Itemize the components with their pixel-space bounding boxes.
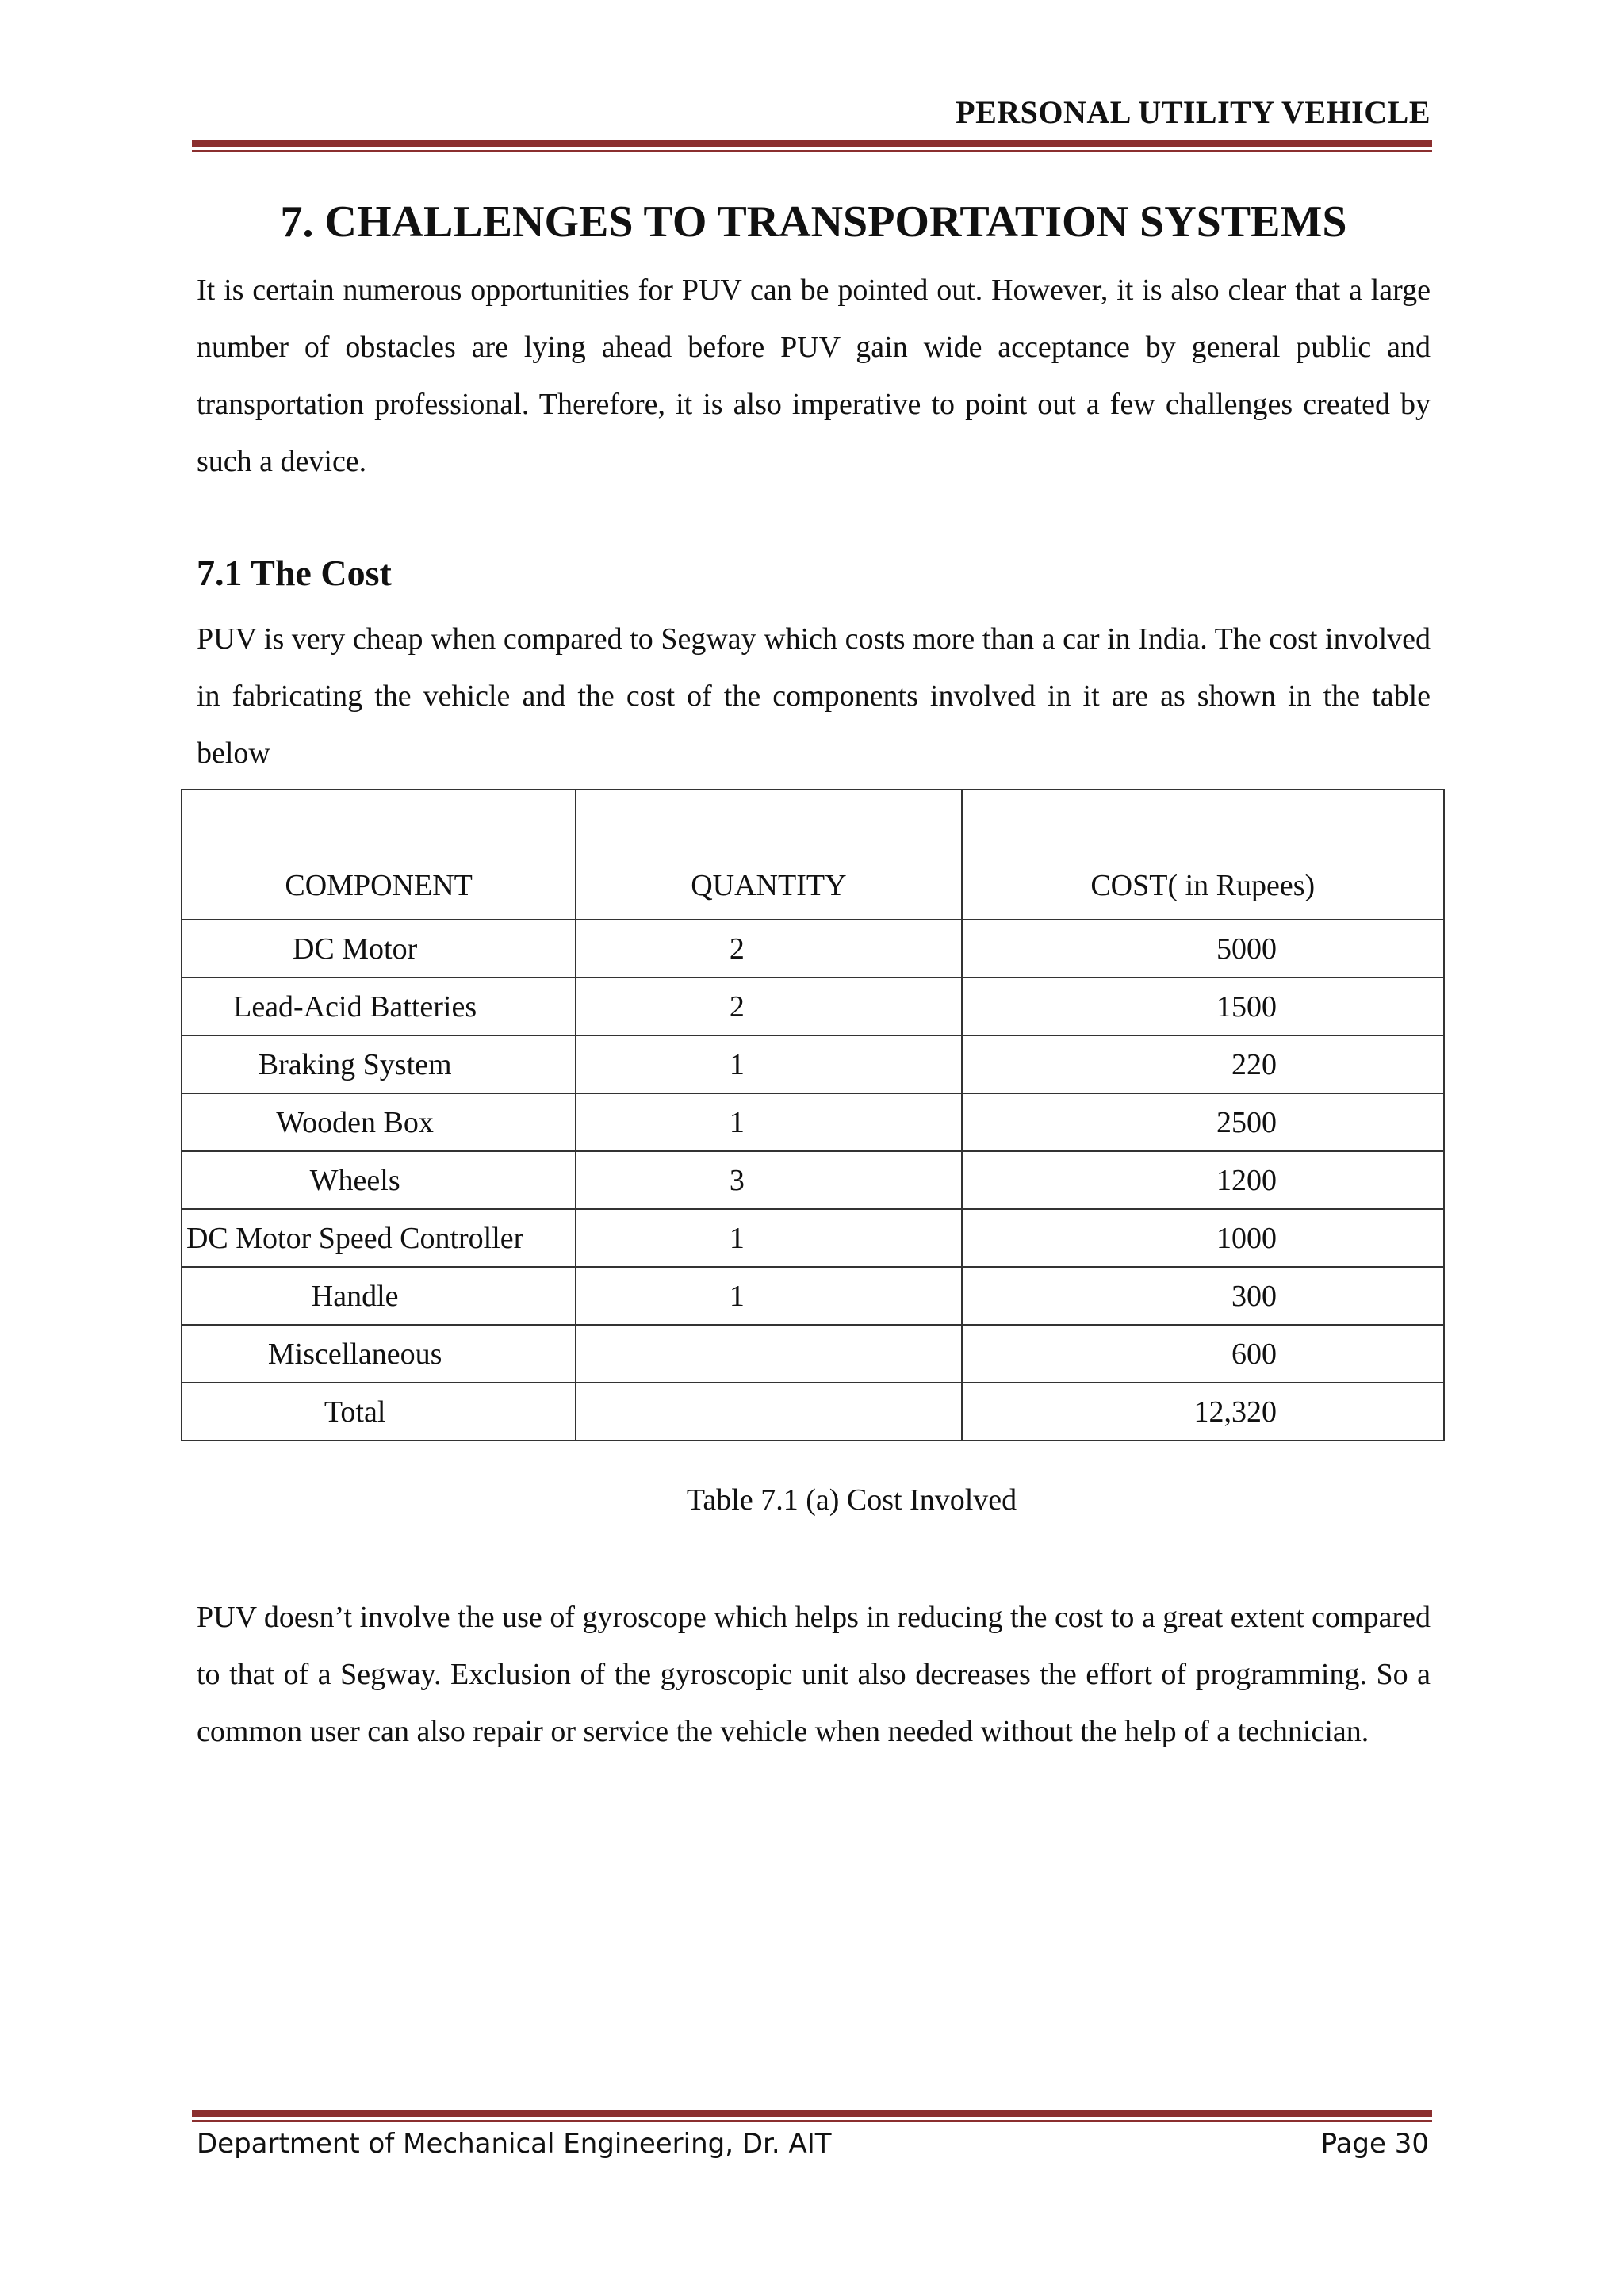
table-row: [182, 1325, 1444, 1383]
section-title: 7.1 The Cost: [197, 553, 392, 593]
cell-cost: 2500: [962, 1093, 1444, 1151]
cell-quantity: 2: [576, 920, 961, 978]
header-cell-quantity: QUANTITY: [576, 790, 961, 920]
cell-quantity: [576, 1383, 961, 1441]
cell-component: Miscellaneous: [182, 1325, 576, 1383]
cell-component: Total: [182, 1383, 576, 1441]
footer-department: Department of Mechanical Engineering, Dr. AIT: [197, 2128, 832, 2160]
chapter-intro-paragraph: It is certain numerous opportunities for PUV can be pointed out. However, it is also clear that a large number of obstacles are lying ahead before PUV gain wide acceptance by general public and transportation professional. Therefore, it is also imperative to point out a few challenges created by such a device.: [197, 274, 1431, 478]
section-intro-paragraph: PUV is very cheap when compared to Segway which costs more than a car in India. The cost involved in fabricating the vehicle and the cost of the components involved in it are as shown in the table below: [197, 622, 1431, 770]
footer-page-number: Page 30: [1320, 2128, 1429, 2160]
running-header: PERSONAL UTILITY VEHICLE: [956, 94, 1431, 130]
cell-cost: 1200: [962, 1151, 1444, 1209]
cell-component: Lead-Acid Batteries: [182, 978, 576, 1035]
cell-cost: 1500: [962, 978, 1444, 1035]
cell-quantity: [576, 1325, 961, 1383]
table-row: [182, 1209, 1444, 1267]
cell-cost: 300: [962, 1267, 1444, 1325]
table-caption: Table 7.1 (a) Cost Involved: [686, 1483, 1017, 1517]
cell-cost: 600: [962, 1325, 1444, 1383]
footer-rule-thin: [192, 2120, 1432, 2122]
cell-quantity: 1: [576, 1209, 961, 1267]
table-row: [182, 920, 1444, 978]
cell-component: Braking System: [182, 1035, 576, 1093]
cell-quantity: 1: [576, 1093, 961, 1151]
header-cell-component: COMPONENT: [182, 790, 576, 920]
table-row: [182, 1267, 1444, 1325]
table-row: [182, 978, 1444, 1035]
cell-component: DC Motor: [182, 920, 576, 978]
cell-cost: 1000: [962, 1209, 1444, 1267]
cell-component: Wooden Box: [182, 1093, 576, 1151]
cell-quantity: 3: [576, 1151, 961, 1209]
table-row: [182, 1151, 1444, 1209]
table-header-row: [182, 790, 1444, 920]
header-cell-cost: COST( in Rupees): [962, 790, 1444, 920]
header-rule-thin: [192, 150, 1432, 152]
footer-rule-thick: [192, 2110, 1432, 2117]
closing-paragraph: PUV doesn’t involve the use of gyroscope which helps in reducing the cost to a great extent compared to that of a Segway. Exclusion of the gyroscopic unit also decreases the effort of programming. So a common user can also repair or service the vehicle when needed without the help of a technician.: [197, 1601, 1431, 1748]
cell-component: Handle: [182, 1267, 576, 1325]
cell-cost: 220: [962, 1035, 1444, 1093]
table-row: [182, 1093, 1444, 1151]
header-rule-thick: [192, 140, 1432, 147]
cell-quantity: 1: [576, 1035, 961, 1093]
cell-component: DC Motor Speed Controller: [182, 1209, 576, 1267]
cost-table: [181, 789, 1445, 1441]
cell-quantity: 2: [576, 978, 961, 1035]
cell-component: Wheels: [182, 1151, 576, 1209]
cell-cost: 5000: [962, 920, 1444, 978]
cell-cost: 12,320: [962, 1383, 1444, 1441]
chapter-title: 7. CHALLENGES TO TRANSPORTATION SYSTEMS: [280, 197, 1347, 247]
cell-quantity: 1: [576, 1267, 961, 1325]
table-row: [182, 1035, 1444, 1093]
table-row-total: [182, 1383, 1444, 1441]
